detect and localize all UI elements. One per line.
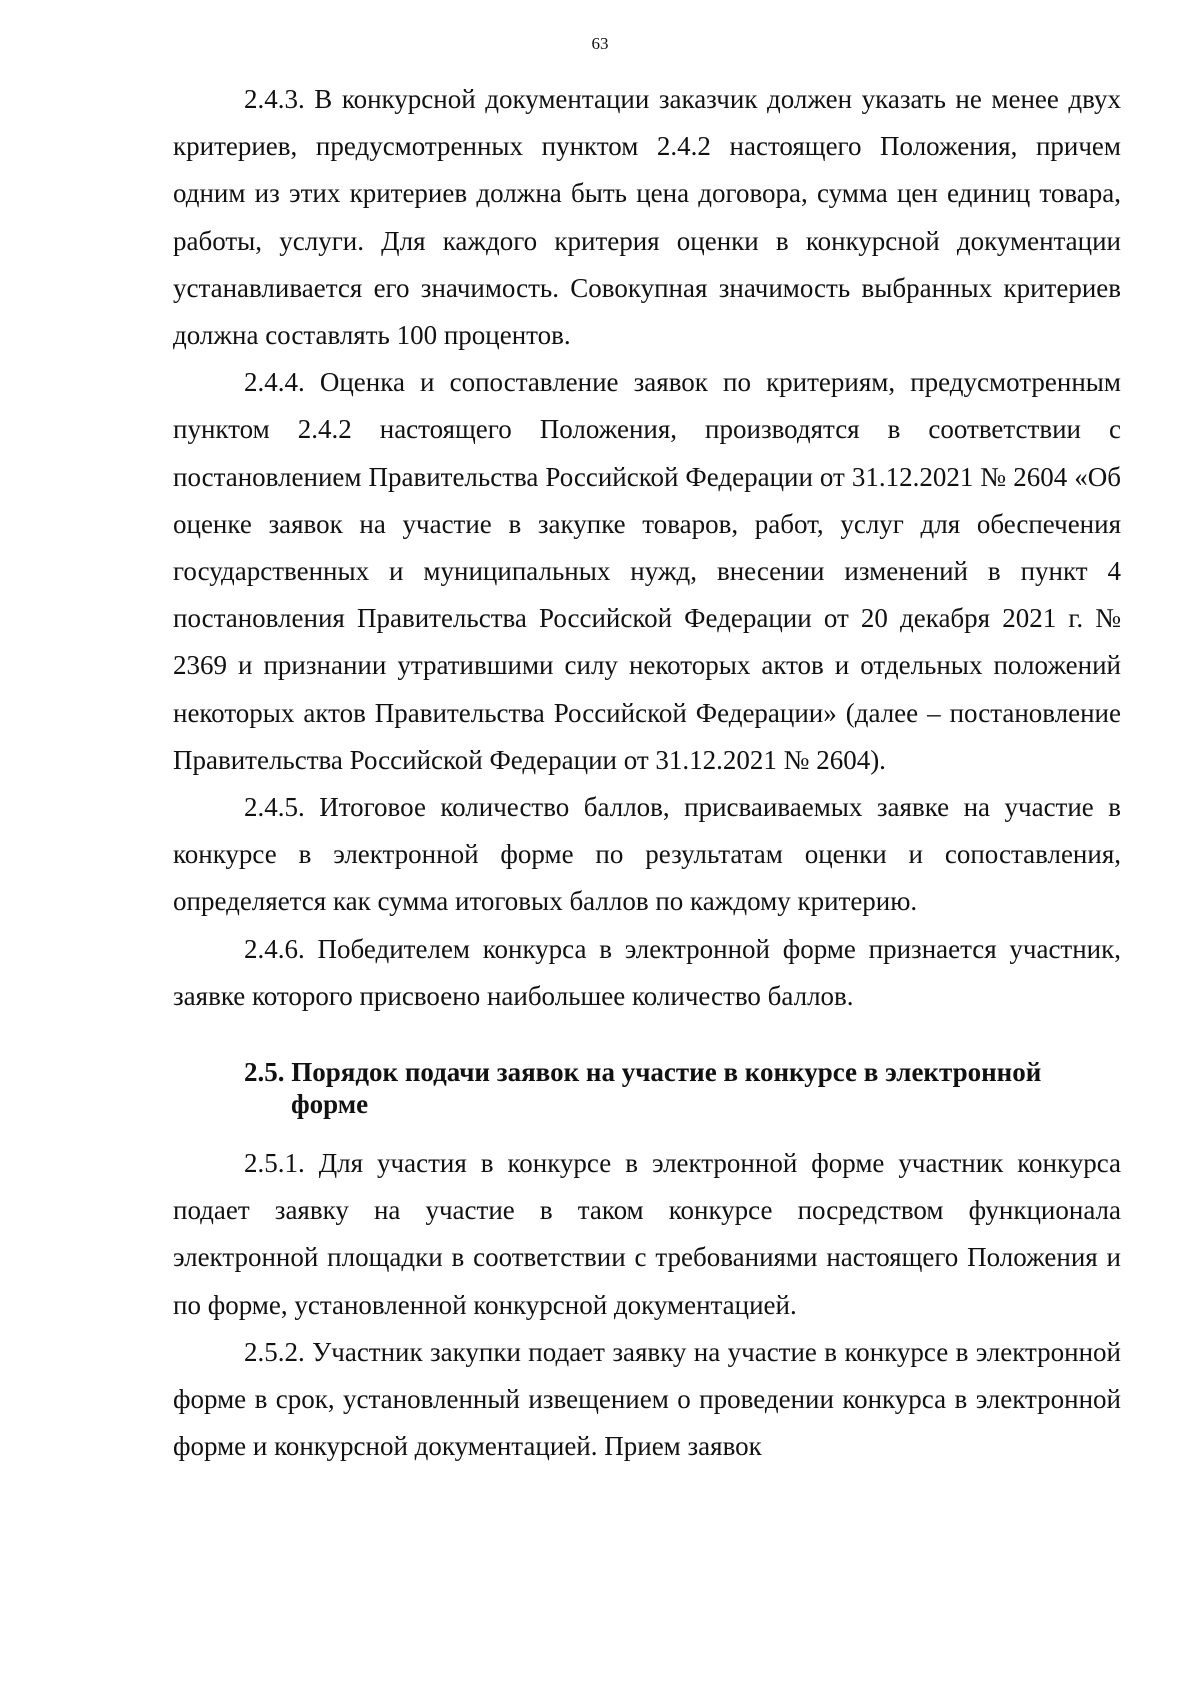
section-heading-2-5	[173, 1056, 1121, 1120]
paragraph-2-5-2: 2.5.2. Участник закупки подает заявку на участие в конкурсе в электронной форме в срок, установленный извещением о проведении конкурса в электронной форме и конкурсной документацией. Прием заявок	[173, 1336, 1121, 1462]
paragraph-2-4-4: 2.4.4. Оценка и сопоставление заявок по критериям, предусмотренным пунктом 2.4.2 настоящего Положения, производятся в соответствии с постановлением Правительства Российской Федерации от 31.12.2021 № 2604 «Об оценке заявок на участие в закупке товаров, работ, услуг для обеспечения государственных и муниципальных нужд, внесении изменений в пункт 4 постановления Правительства Российской Федерации от 20 декабря 2021 г. № 2369 и признании утратившими силу некоторых актов и отдельных положений некоторых актов Правительства Российской Федерации» (далее – постановление Правительства Российской Федерации от 31.12.2021 № 2604).	[173, 367, 1121, 775]
paragraph-2-4-6: 2.4.6. Победителем конкурса в электронной форме признается участник, заявке которого присвоено наибольшее количество баллов.	[173, 933, 1121, 1011]
document-body	[173, 76, 1121, 1470]
paragraph-2-5-1: 2.5.1. Для участия в конкурсе в электронной форме участник конкурса подает заявку на участие в таком конкурсе посредством функционала электронной площадки в соответствии с требованиями настоящего Положения и по форме, установленной конкурсной документацией.	[173, 1148, 1121, 1320]
section-heading-line-1: 2.5. Порядок подачи заявок на участие в конкурсе в электронной	[244, 1057, 1042, 1088]
page-number: 63	[591, 34, 609, 53]
paragraph-2-4-3: 2.4.3. В конкурсной документации заказчик должен указать не менее двух критериев, предусмотренных пунктом 2.4.2 настоящего Положения, причем одним из этих критериев должна быть цена договора, сумма цен единиц товара, работы, услуги. Для каждого критерия оценки в конкурсной документации устанавливается его значимость. Совокупная значимость выбранных критериев должна составлять 100 процентов.	[173, 84, 1121, 351]
paragraph-2-4-5: 2.4.5. Итоговое количество баллов, присваиваемых заявке на участие в конкурсе в электронной форме по результатам оценки и сопоставления, определяется как сумма итоговых баллов по каждому критерию.	[173, 792, 1121, 917]
section-heading-line-2: форме	[291, 1089, 369, 1120]
